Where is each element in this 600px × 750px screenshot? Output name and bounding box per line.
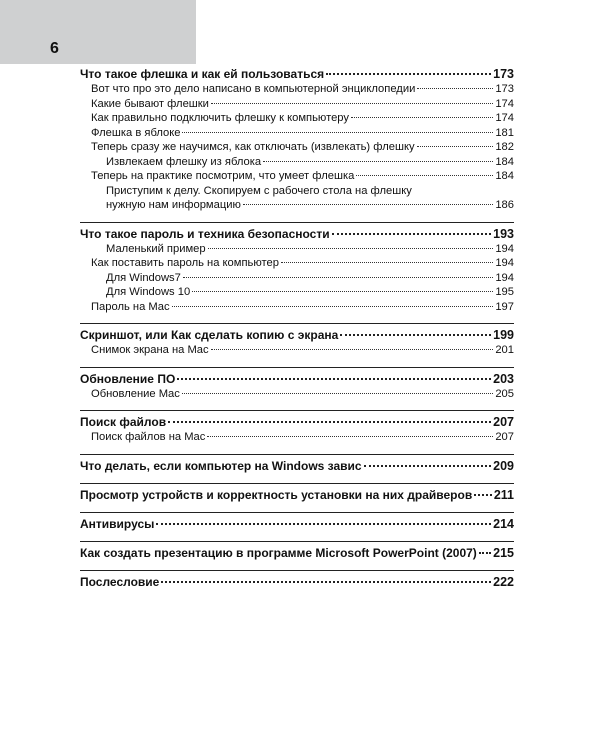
toc-chapter-entry[interactable] xyxy=(80,487,514,503)
dot-leader xyxy=(182,393,493,394)
toc-chapter-entry[interactable] xyxy=(80,226,514,242)
toc-section xyxy=(80,367,514,402)
dot-leader xyxy=(243,204,493,205)
toc-subentry-page: 174 xyxy=(495,112,514,124)
toc-subentry-page: 182 xyxy=(495,141,514,153)
toc-section xyxy=(80,323,514,358)
dot-leader xyxy=(417,88,493,89)
dot-leader xyxy=(211,103,493,104)
toc-chapter-entry-title: Просмотр устройств и корректность установки на них драйверов xyxy=(80,487,473,502)
toc-chapter-entry-title: Что такое флешка и как ей пользоваться xyxy=(80,67,325,81)
dot-leader xyxy=(479,552,491,554)
toc-subentry-title: Теперь на практике посмотрим, что умеет флешка xyxy=(91,170,355,182)
dot-leader xyxy=(332,233,492,235)
toc-chapter-entry[interactable] xyxy=(80,414,514,430)
toc-subentry-title: Обновление Mac xyxy=(91,387,180,400)
toc-chapter-entry-title: Послесловие xyxy=(80,574,160,589)
dot-leader xyxy=(340,334,491,336)
toc-subentry-title: Пароль на Mac xyxy=(91,300,170,313)
toc-subentry[interactable] xyxy=(80,300,514,315)
toc-chapter-entry-page: 211 xyxy=(493,487,514,502)
dot-leader xyxy=(474,494,492,496)
toc-section xyxy=(80,483,514,503)
toc-subentry-title-line1: Приступим к делу. Скопируем с рабочего стола на флешку xyxy=(106,184,412,197)
toc-chapter-entry-page: 199 xyxy=(493,328,514,342)
toc-chapter-entry[interactable] xyxy=(80,545,514,561)
toc-section xyxy=(80,64,514,213)
toc-subentry-page: 174 xyxy=(495,97,514,110)
toc-subentry-page: 173 xyxy=(495,83,514,95)
dot-leader xyxy=(183,277,493,278)
toc-subentry-title: Какие бывают флешки xyxy=(91,97,209,110)
toc-subentry[interactable] xyxy=(80,387,514,402)
toc-subentry-page: 194 xyxy=(495,257,514,269)
toc-subentry-page: 207 xyxy=(495,431,514,443)
toc-chapter-entry-page: 222 xyxy=(493,574,514,589)
toc-subentry[interactable] xyxy=(80,97,514,112)
toc-chapter-entry-title: Обновление ПО xyxy=(80,371,176,386)
toc-subentry-page: 181 xyxy=(495,126,514,139)
toc-subentry-title: Поиск файлов на Mac xyxy=(91,431,206,443)
dot-leader xyxy=(211,349,494,350)
toc-section xyxy=(80,512,514,532)
dot-leader xyxy=(281,262,493,263)
toc-chapter-entry[interactable] xyxy=(80,327,514,343)
toc-subentry-page: 201 xyxy=(495,344,514,356)
toc-subentry-line2 xyxy=(106,198,514,213)
toc-subentry[interactable] xyxy=(80,126,514,141)
toc-subentry[interactable] xyxy=(80,343,514,358)
toc-subentry-title: Маленький пример xyxy=(106,242,206,255)
toc-chapter-entry-title: Что делать, если компьютер на Windows завис xyxy=(80,458,362,473)
toc-subentry-page: 195 xyxy=(495,286,514,298)
dot-leader xyxy=(417,146,494,147)
toc-subentry[interactable] xyxy=(80,155,514,170)
page-number-tab xyxy=(0,0,196,64)
dot-leader xyxy=(207,436,493,437)
dot-leader xyxy=(172,306,494,307)
toc-subentry-title: Для Windows7 xyxy=(106,271,181,284)
toc-subentry-title: Для Windows 10 xyxy=(106,286,191,298)
dot-leader xyxy=(168,421,491,423)
dot-leader xyxy=(161,581,491,583)
toc-subentry[interactable] xyxy=(80,111,514,126)
toc-chapter-entry-page: 203 xyxy=(493,371,514,386)
toc-subentry-page: 205 xyxy=(495,387,514,400)
toc-section xyxy=(80,222,514,315)
toc-subentry-title: Как правильно подключить флешку к компьютеру xyxy=(91,112,349,124)
toc-subentry[interactable] xyxy=(80,140,514,155)
toc-subentry[interactable] xyxy=(80,271,514,286)
toc-section xyxy=(80,454,514,474)
toc-chapter-entry-title: Что такое пароль и техника безопасности xyxy=(80,226,330,241)
dot-leader xyxy=(192,291,493,292)
toc-subentry-page: 194 xyxy=(495,242,514,255)
dot-leader xyxy=(356,175,493,176)
toc-subentry[interactable] xyxy=(80,430,514,445)
toc-chapter-entry-page: 209 xyxy=(493,458,514,473)
table-of-contents xyxy=(80,64,514,590)
toc-subentry-page: 186 xyxy=(495,199,514,211)
toc-subentry-page: 194 xyxy=(495,271,514,284)
toc-subentry[interactable] xyxy=(80,169,514,184)
toc-chapter-entry-page: 214 xyxy=(493,516,514,531)
toc-subentry-title: нужную нам информацию xyxy=(106,199,241,211)
toc-chapter-entry[interactable] xyxy=(80,574,514,590)
dot-leader xyxy=(351,117,493,118)
toc-chapter-entry-title: Антивирусы xyxy=(80,516,155,531)
toc-subentry-title: Вот что про это дело написано в компьютерной энциклопедии xyxy=(91,83,416,95)
dot-leader xyxy=(156,523,491,525)
toc-chapter-entry-page: 193 xyxy=(493,226,514,241)
toc-chapter-entry-page: 215 xyxy=(493,545,514,560)
toc-chapter-entry-page: 173 xyxy=(493,67,514,81)
dot-leader xyxy=(263,161,493,162)
toc-subentry-title: Как поставить пароль на компьютер xyxy=(91,257,279,269)
toc-subentry-title: Извлекаем флешку из яблока xyxy=(106,155,262,168)
toc-subentry-page: 184 xyxy=(495,170,514,182)
toc-chapter-entry[interactable] xyxy=(80,516,514,532)
toc-chapter-entry[interactable] xyxy=(80,371,514,387)
toc-subentry[interactable] xyxy=(80,285,514,300)
toc-subentry-title: Теперь сразу же научимся, как отключать (извлекать) флешку xyxy=(91,141,415,153)
toc-subentry[interactable] xyxy=(80,256,514,271)
toc-chapter-entry-page: 207 xyxy=(493,415,514,429)
toc-subentry-page: 184 xyxy=(495,155,514,168)
dot-leader xyxy=(177,378,491,380)
dot-leader xyxy=(182,132,493,133)
toc-subentry[interactable] xyxy=(80,242,514,257)
toc-section xyxy=(80,570,514,590)
toc-section xyxy=(80,410,514,445)
dot-leader xyxy=(208,248,494,249)
toc-chapter-entry-title: Поиск файлов xyxy=(80,415,167,429)
toc-chapter-entry[interactable] xyxy=(80,66,514,82)
toc-chapter-entry-title: Как создать презентацию в программе Microsoft PowerPoint (2007) xyxy=(80,545,477,560)
dot-leader xyxy=(364,465,492,467)
toc-chapter-entry-title: Скриншот, или Как сделать копию с экрана xyxy=(80,328,339,342)
toc-subentry-page: 197 xyxy=(495,300,514,313)
toc-chapter-entry[interactable] xyxy=(80,458,514,474)
dot-leader xyxy=(326,73,491,75)
toc-subentry-title: Снимок экрана на Mac xyxy=(91,344,209,356)
toc-subentry[interactable] xyxy=(80,82,514,97)
toc-section xyxy=(80,541,514,561)
toc-subentry-multiline[interactable] xyxy=(80,184,514,213)
toc-subentry-title: Флешка в яблоке xyxy=(91,126,181,139)
page-number: 6 xyxy=(50,40,59,57)
